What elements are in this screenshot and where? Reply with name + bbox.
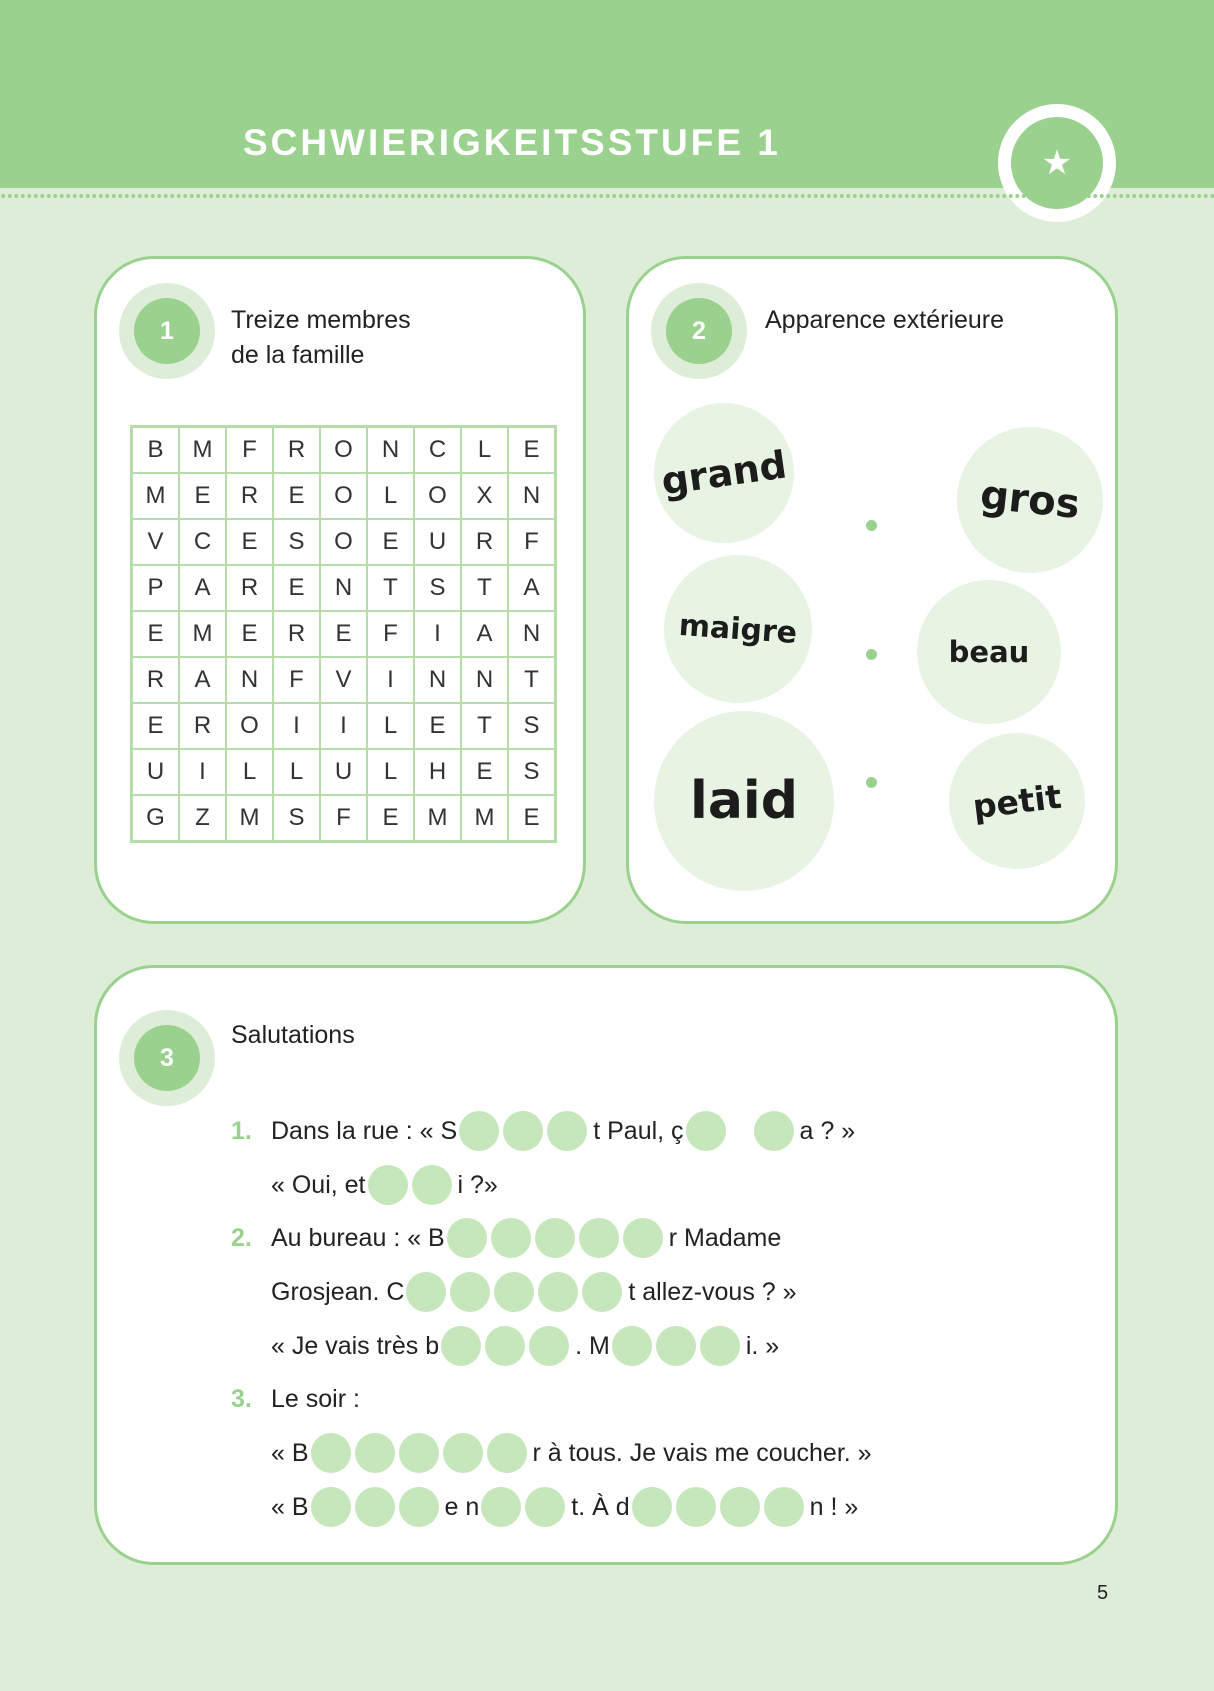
grid-cell[interactable]: M bbox=[414, 795, 461, 842]
letter-blank[interactable] bbox=[529, 1326, 569, 1366]
grid-cell[interactable]: E bbox=[367, 795, 414, 842]
letter-blank[interactable] bbox=[450, 1272, 490, 1312]
grid-cell[interactable]: I bbox=[179, 749, 226, 795]
letter-blank[interactable] bbox=[623, 1218, 663, 1258]
grid-cell[interactable]: N bbox=[508, 611, 556, 657]
letter-blank[interactable] bbox=[311, 1433, 351, 1473]
grid-cell[interactable]: A bbox=[508, 565, 556, 611]
grid-cell[interactable]: R bbox=[273, 427, 320, 474]
letter-blank[interactable] bbox=[368, 1165, 408, 1205]
grid-cell[interactable]: E bbox=[273, 565, 320, 611]
grid-cell[interactable]: S bbox=[508, 703, 556, 749]
grid-cell[interactable]: U bbox=[132, 749, 180, 795]
grid-row bbox=[132, 427, 556, 474]
letter-blank[interactable] bbox=[525, 1487, 565, 1527]
letter-blank[interactable] bbox=[447, 1218, 487, 1258]
grid-cell[interactable]: A bbox=[179, 657, 226, 703]
letter-blank[interactable] bbox=[547, 1111, 587, 1151]
grid-cell[interactable]: R bbox=[226, 473, 273, 519]
grid-cell[interactable]: L bbox=[461, 427, 508, 474]
grid-cell[interactable]: N bbox=[367, 427, 414, 474]
grid-cell[interactable]: T bbox=[461, 703, 508, 749]
letter-blank[interactable] bbox=[676, 1487, 716, 1527]
grid-row bbox=[132, 703, 556, 749]
grid-cell[interactable]: O bbox=[226, 703, 273, 749]
grid-cell[interactable]: O bbox=[320, 519, 367, 565]
grid-cell[interactable]: M bbox=[461, 795, 508, 842]
greeting-line bbox=[269, 1326, 781, 1366]
grid-cell[interactable]: S bbox=[273, 795, 320, 842]
grid-cell[interactable]: E bbox=[508, 795, 556, 842]
grid-cell[interactable]: N bbox=[508, 473, 556, 519]
grid-cell[interactable]: X bbox=[461, 473, 508, 519]
grid-cell[interactable]: N bbox=[414, 657, 461, 703]
grid-cell[interactable]: O bbox=[414, 473, 461, 519]
exercise-1-title: Treize membres de la famille bbox=[231, 306, 411, 369]
page-title: SCHWIERIGKEITSSTUFE 1 bbox=[243, 122, 781, 163]
exercise-1-card bbox=[94, 256, 586, 924]
grid-cell[interactable]: B bbox=[132, 427, 180, 474]
letter-blank[interactable] bbox=[686, 1111, 726, 1151]
letter-blank[interactable] bbox=[582, 1272, 622, 1312]
grid-cell[interactable]: R bbox=[273, 611, 320, 657]
grid-cell[interactable]: N bbox=[226, 657, 273, 703]
grid-cell[interactable]: T bbox=[367, 565, 414, 611]
item-number: 2. bbox=[231, 1224, 252, 1252]
letter-blank[interactable] bbox=[720, 1487, 760, 1527]
letter-blank[interactable] bbox=[399, 1487, 439, 1527]
grid-cell[interactable]: H bbox=[414, 749, 461, 795]
item-number: 3. bbox=[231, 1385, 252, 1413]
grid-cell[interactable]: F bbox=[367, 611, 414, 657]
grid-cell[interactable]: L bbox=[367, 703, 414, 749]
line-text: i. » bbox=[745, 1332, 780, 1360]
grid-cell[interactable]: R bbox=[132, 657, 180, 703]
letter-blank[interactable] bbox=[632, 1487, 672, 1527]
grid-cell[interactable]: A bbox=[461, 611, 508, 657]
grid-cell[interactable]: E bbox=[226, 519, 273, 565]
letter-blank[interactable] bbox=[412, 1165, 452, 1205]
grid-cell[interactable]: G bbox=[132, 795, 180, 842]
match-dot-3[interactable] bbox=[866, 777, 877, 788]
grid-cell[interactable]: L bbox=[367, 473, 414, 519]
grid-cell[interactable]: L bbox=[226, 749, 273, 795]
grid-cell[interactable]: E bbox=[132, 703, 180, 749]
line-text: . M bbox=[575, 1332, 610, 1360]
grid-cell[interactable]: E bbox=[414, 703, 461, 749]
letter-blank[interactable] bbox=[487, 1433, 527, 1473]
grid-cell[interactable]: L bbox=[273, 749, 320, 795]
line-text: Grosjean. C bbox=[271, 1278, 405, 1306]
letter-blank[interactable] bbox=[443, 1433, 483, 1473]
greeting-line bbox=[269, 1165, 500, 1205]
letter-blank[interactable] bbox=[406, 1272, 446, 1312]
word-search-grid bbox=[130, 425, 557, 843]
grid-cell[interactable]: I bbox=[273, 703, 320, 749]
grid-cell[interactable]: F bbox=[508, 519, 556, 565]
letter-blank[interactable] bbox=[754, 1111, 794, 1151]
word-bubble-left-3[interactable]: laid bbox=[654, 711, 834, 891]
grid-cell[interactable]: R bbox=[226, 565, 273, 611]
grid-cell[interactable]: S bbox=[273, 519, 320, 565]
match-dot-1[interactable] bbox=[866, 520, 877, 531]
grid-cell[interactable]: U bbox=[320, 749, 367, 795]
grid-cell[interactable]: E bbox=[320, 611, 367, 657]
grid-cell[interactable]: N bbox=[461, 657, 508, 703]
letter-blank[interactable] bbox=[481, 1487, 521, 1527]
grid-cell[interactable]: Z bbox=[179, 795, 226, 842]
grid-cell[interactable]: M bbox=[179, 611, 226, 657]
greeting-line bbox=[269, 1111, 857, 1151]
grid-cell[interactable]: O bbox=[320, 427, 367, 474]
exercise-2-title: Apparence extérieure bbox=[765, 306, 1005, 334]
page-number: 5 bbox=[1097, 1582, 1109, 1604]
line-text: t. À d bbox=[571, 1493, 630, 1521]
line-text: t Paul, ç bbox=[593, 1117, 684, 1145]
grid-row bbox=[132, 519, 556, 565]
grid-cell[interactable]: F bbox=[226, 427, 273, 474]
line-text: « Je vais très b bbox=[271, 1332, 440, 1360]
grid-cell[interactable]: A bbox=[179, 565, 226, 611]
grid-cell[interactable]: E bbox=[508, 427, 556, 474]
line-text: t allez-vous ? » bbox=[628, 1278, 797, 1306]
letter-blank[interactable] bbox=[700, 1326, 740, 1366]
grid-cell[interactable]: S bbox=[414, 565, 461, 611]
grid-cell[interactable]: E bbox=[132, 611, 180, 657]
word-bubble-left-1[interactable]: grand bbox=[645, 394, 803, 552]
letter-blank[interactable] bbox=[399, 1433, 439, 1473]
line-text: a ? » bbox=[799, 1117, 856, 1145]
dotted-divider bbox=[0, 193, 1214, 199]
exercise-2-number-badge: 2 bbox=[651, 283, 747, 379]
grid-cell[interactable]: C bbox=[179, 519, 226, 565]
grid-cell[interactable]: I bbox=[414, 611, 461, 657]
greeting-line bbox=[269, 1272, 799, 1312]
grid-cell[interactable]: U bbox=[414, 519, 461, 565]
greeting-line bbox=[269, 1379, 362, 1419]
line-text: Dans la rue : « S bbox=[271, 1117, 458, 1145]
grid-cell[interactable]: F bbox=[273, 657, 320, 703]
letter-blank[interactable] bbox=[494, 1272, 534, 1312]
word-bubble-right-1[interactable]: gros bbox=[950, 420, 1110, 580]
letter-blank[interactable] bbox=[764, 1487, 804, 1527]
grid-row bbox=[132, 611, 556, 657]
grid-cell[interactable]: S bbox=[508, 749, 556, 795]
level-badge bbox=[998, 104, 1116, 222]
grid-row bbox=[132, 565, 556, 611]
exercise-3-card bbox=[94, 965, 1118, 1565]
word-bubble-right-3[interactable]: petit bbox=[941, 725, 1093, 877]
line-text: r Madame bbox=[668, 1224, 782, 1252]
exercise-3-title: Salutations bbox=[231, 1021, 355, 1049]
letter-blank[interactable] bbox=[485, 1326, 525, 1366]
grid-row bbox=[132, 795, 556, 842]
grid-row bbox=[132, 473, 556, 519]
line-text: i ?» bbox=[457, 1171, 498, 1199]
grid-cell[interactable]: N bbox=[320, 565, 367, 611]
letter-blank[interactable] bbox=[503, 1111, 543, 1151]
star-icon: ★ bbox=[1011, 117, 1103, 209]
grid-row bbox=[132, 749, 556, 795]
line-text: Le soir : bbox=[271, 1385, 360, 1413]
exercise-2-card bbox=[626, 256, 1118, 924]
grid-cell[interactable]: M bbox=[179, 427, 226, 474]
grid-cell[interactable]: M bbox=[226, 795, 273, 842]
grid-cell[interactable]: T bbox=[508, 657, 556, 703]
grid-cell[interactable]: E bbox=[461, 749, 508, 795]
grid-cell[interactable]: T bbox=[461, 565, 508, 611]
letter-blank[interactable] bbox=[656, 1326, 696, 1366]
letter-blank[interactable] bbox=[459, 1111, 499, 1151]
match-dot-2[interactable] bbox=[866, 649, 877, 660]
letter-blank[interactable] bbox=[355, 1487, 395, 1527]
greeting-line bbox=[269, 1218, 783, 1258]
letter-blank[interactable] bbox=[441, 1326, 481, 1366]
exercise-3-number-badge: 3 bbox=[119, 1010, 215, 1106]
grid-cell[interactable]: E bbox=[367, 519, 414, 565]
greeting-line bbox=[269, 1487, 860, 1527]
grid-row bbox=[132, 657, 556, 703]
line-text: r à tous. Je vais me coucher. » bbox=[532, 1439, 872, 1467]
grid-cell[interactable]: E bbox=[179, 473, 226, 519]
line-text: e n bbox=[444, 1493, 480, 1521]
grid-cell[interactable]: I bbox=[320, 703, 367, 749]
greeting-line bbox=[269, 1433, 874, 1473]
letter-blank[interactable] bbox=[535, 1218, 575, 1258]
grid-cell[interactable]: I bbox=[367, 657, 414, 703]
grid-cell[interactable]: E bbox=[226, 611, 273, 657]
grid-cell[interactable]: C bbox=[414, 427, 461, 474]
exercise-1-number-badge: 1 bbox=[119, 283, 215, 379]
line-text: Au bureau : « B bbox=[271, 1224, 445, 1252]
word-bubble-right-2[interactable]: beau bbox=[917, 580, 1061, 724]
line-text: « B bbox=[271, 1493, 309, 1521]
grid-cell[interactable]: V bbox=[320, 657, 367, 703]
grid-cell[interactable]: R bbox=[461, 519, 508, 565]
letter-blank[interactable] bbox=[538, 1272, 578, 1312]
letter-blank[interactable] bbox=[579, 1218, 619, 1258]
grid-cell[interactable]: M bbox=[132, 473, 180, 519]
word-bubble-left-2[interactable]: maigre bbox=[659, 550, 817, 708]
item-number: 1. bbox=[231, 1117, 252, 1145]
grid-cell[interactable]: R bbox=[179, 703, 226, 749]
grid-cell[interactable]: P bbox=[132, 565, 180, 611]
letter-blank[interactable] bbox=[612, 1326, 652, 1366]
line-text: n ! » bbox=[809, 1493, 859, 1521]
letter-blank[interactable] bbox=[355, 1433, 395, 1473]
grid-cell[interactable]: F bbox=[320, 795, 367, 842]
line-text: « Oui, et bbox=[271, 1171, 366, 1199]
grid-cell[interactable]: L bbox=[367, 749, 414, 795]
letter-blank[interactable] bbox=[491, 1218, 531, 1258]
letter-blank[interactable] bbox=[311, 1487, 351, 1527]
grid-cell[interactable]: E bbox=[273, 473, 320, 519]
grid-cell[interactable]: V bbox=[132, 519, 180, 565]
grid-cell[interactable]: O bbox=[320, 473, 367, 519]
line-text: « B bbox=[271, 1439, 309, 1467]
